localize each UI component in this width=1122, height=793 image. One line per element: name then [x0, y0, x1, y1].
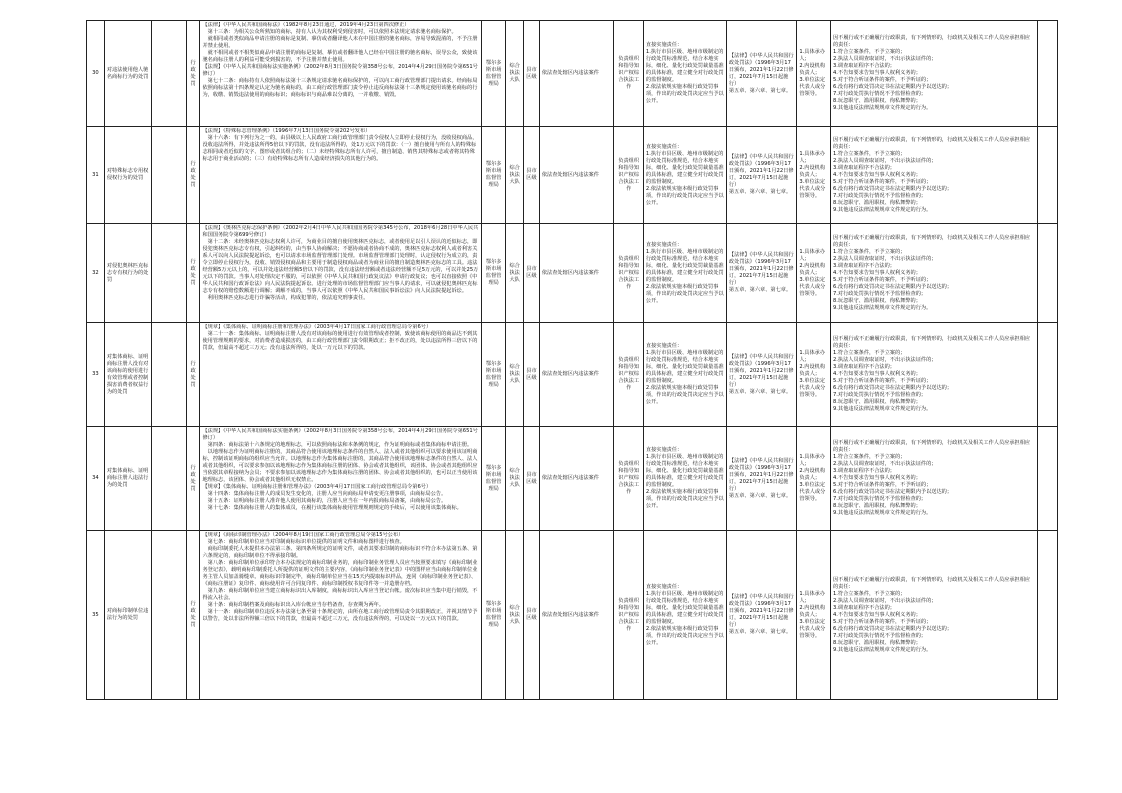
implementing-dept: 综合执法大队	[506, 323, 524, 427]
direct-responsibility: 直接实施责任： 1.执行市县区级、地州市级制定的行政处罚标准规范，结合本地实际，细化、量化行政处罚裁量基准的具体标准，建立健全对行政处罚的监督制度。 2.依法依规实施本级行政处罚事项，作出的行政处罚决定应当予以公开。	[643, 427, 726, 531]
direct-responsibility: 直接实施责任： 1.执行市县区级、地州市级制定的行政处罚标准规范，结合本地实际，细化、量化行政处罚裁量基准的具体标准，建立健全对行政处罚的监督制度。 2.依法依规实施本级行政处罚事项，作出的行政处罚决定应当予以公开。	[643, 21, 726, 127]
item-name: 对集体商标、证明商标注册人没有对该商标的使用进行有效管理或者控制损害消费者权益行为的处罚	[104, 323, 151, 427]
supervision-duty: 负责组织和指导知识产权综合执法工作	[614, 323, 643, 427]
direct-responsibility: 直接实施责任： 1.执行市县区级、地州市级制定的行政处罚标准规范，结合本地实际，细化、量化行政处罚裁量基准的具体标准，建立健全对行政处罚的监督制度。 2.依法依规实施本级行政处罚事项，作出的行政处罚决定应当予以公开。	[643, 323, 726, 427]
direct-responsibility: 直接实施责任： 1.执行市县区级、地州市级制定的行政处罚标准规范，结合本地实际，细化、量化行政处罚裁量基准的具体标准，建立健全对行政处罚的监督制度。 2.依法依规实施本级行政处罚事项，作出的行政处罚决定应当予以公开。	[643, 224, 726, 323]
implementing-dept: 综合执法大队	[506, 531, 524, 700]
blank-cell	[1037, 531, 1057, 700]
blank-cell	[152, 127, 187, 224]
table-row	[87, 127, 1058, 224]
row-number: 33	[87, 323, 105, 427]
legal-basis-text: 【法律】《中华人民共和国商标法》（1982年8月23日通过，2019年4月23日第四次修正） 第十三条：为相关公众所熟知的商标，持有人认为其权利受到侵害时，可以依照本法规定请求驰名商标保护。 就相同或者类似商品申请注册的商标是复制、摹仿或者翻译他人未在中国注册的驰名商标，容易导致混淆的，不予注册并禁止使用。 就不相同或者不相类似商品申请注册的商标是复制、摹仿或者翻译他人已经在中国注册的驰名商标，误导公众，致使该驰名商标注册人的利益可能受到损害的，不予注册并禁止使用。 【法规】《中华人民共和国商标法实施条例》（2002年8月3日国务院令第358号公布，2014年4月29日国务院令第651号修订） 第七十二条：商标持有人依照商标法第十三条规定请求驰名商标保护的，可以向工商行政管理部门提出请求。经商标局依照商标法第十四条规定认定为驰名商标的，由工商行政管理部门责令停止违反商标法第十三条规定使用该驰名商标的行为，收缴、销毁违法使用的商标标识；商标标识与商品难以分离的，一并收缴、销毁。	[202, 22, 478, 98]
implementing-dept: 综合执法大队	[506, 21, 524, 127]
accountability-situations: 因不履行或不正确履行行政职责，有下列情形的，行政机关及相关工作人员应承担相应的责任： 1.符合立案条件，不予立案的； 2.执法人员调查取证时，不出示执法证件的； 3.调查取证程序不合法的； 4.不告知要求告知当事人权利义务的； 5.对于符合听证条件的案件，不予听证的； 6.没有将行政处罚决定书在法定期限内予以送达的； 7.对行政处罚执行情况不予监督检查的； 8.玩忽职守、滥用职权、徇私舞弊的； 9.其他违反法律法规规章文件规定的行为。	[830, 21, 1037, 127]
implementation-requirement: 依法查处辖区内违法案件	[539, 224, 614, 323]
admin-level: 县市区级	[524, 21, 540, 127]
responsibility-basis: 【法律】《中华人民共和国行政处罚法》（1996年3月17日颁布，2021年1月22日修订，2021年7月15日起施行） 第五章、第六章、第七章。	[726, 427, 796, 531]
item-name: 对商标印制单位违法行为的处罚	[104, 531, 151, 700]
blank-cell	[1037, 127, 1057, 224]
accountability-situations: 因不履行或不正确履行行政职责，有下列情形的，行政机关及相关工作人员应承担相应的责任： 1.符合立案条件，不予立案的； 2.执法人员调查取证时，不出示执法证件的； 3.调查取证程序不合法的； 4.不告知要求告知当事人权利义务的； 5.对于符合听证条件的案件，不予听证的； 6.没有将行政处罚决定书在法定期限内予以送达的； 7.对行政处罚执行情况不予监督检查的； 8.玩忽职守、滥用职权、徇私舞弊的； 9.其他违反法律法规规章文件规定的行为。	[830, 127, 1037, 224]
legal-basis	[200, 127, 482, 224]
supervision-duty: 负责组织和指导知识产权综合执法工作	[614, 127, 643, 224]
item-category: 行政处罚	[186, 21, 200, 127]
legal-basis-text: 【法规】《特殊标志管理条例》（1996年7月13日国务院令第202号发布） 第十六条：有下列行为之一的，由县级以上人民政府工商行政管理部门责令侵权人立即停止侵权行为，没收侵权商品，没收违法所得，并处违法所得5倍以下的罚款，没有违法所得的，处1万元以下的罚款：（一）擅自使用与所有人的特殊标志相同或者近似的文字、图形或者其组合的；（二）未经特殊标志所有人许可，擅自制造、销售其特殊标志或者将其特殊标志用于商业活动的；（三）有给特殊标志所有人造成经济损失的其他行为的。	[202, 128, 478, 162]
responsible-subject: 1.具体承办人； 2.内设机构负责人； 3.单位法定代表人或分管领导。	[797, 531, 831, 700]
table-row	[87, 323, 1058, 427]
implementation-requirement: 依法查处辖区内违法案件	[539, 427, 614, 531]
implementation-requirement: 依法查处辖区内违法案件	[539, 531, 614, 700]
item-category: 行政处罚	[186, 427, 200, 531]
item-category: 行政处罚	[186, 531, 200, 700]
implementation-requirement: 依法查处辖区内违法案件	[539, 323, 614, 427]
responsibility-basis: 【法律】《中华人民共和国行政处罚法》（1996年3月17日颁布，2021年1月22日修订，2021年7月15日起施行） 第五章、第六章、第七章。	[726, 323, 796, 427]
implementation-requirement: 依法查处辖区内违法案件	[539, 127, 614, 224]
implementing-dept: 综合执法大队	[506, 224, 524, 323]
supervision-duty: 负责组织和指导知识产权综合执法工作	[614, 531, 643, 700]
accountability-situations: 因不履行或不正确履行行政职责，有下列情形的，行政机关及相关工作人员应承担相应的责任： 1.符合立案条件，不予立案的； 2.执法人员调查取证时，不出示执法证件的； 3.调查取证程序不合法的； 4.不告知要求告知当事人权利义务的； 5.对于符合听证条件的案件，不予听证的； 6.没有将行政处罚决定书在法定期限内予以送达的； 7.对行政处罚执行情况不予监督检查的； 8.玩忽职守、滥用职权、徇私舞弊的； 9.其他违反法律法规规章文件规定的行为。	[830, 224, 1037, 323]
legal-basis	[200, 531, 482, 700]
legal-basis	[200, 21, 482, 127]
responsible-subject: 1.具体承办人； 2.内设机构负责人； 3.单位法定代表人或分管领导。	[797, 21, 831, 127]
admin-level: 县市区级	[524, 531, 540, 700]
implementing-org: 鄂尔多斯市场监督管理局	[482, 127, 506, 224]
table-row	[87, 21, 1058, 127]
implementing-org: 鄂尔多斯市场监督管理局	[482, 427, 506, 531]
implementing-org: 鄂尔多斯市场监督管理局	[482, 323, 506, 427]
responsible-subject: 1.具体承办人； 2.内设机构负责人； 3.单位法定代表人或分管领导。	[797, 127, 831, 224]
item-name: 对集体商标、证明商标注册人违法行为的处罚	[104, 427, 151, 531]
legal-basis-text: 【法规】《中华人民共和国商标法实施条例》（2002年8月3日国务院令第358号公布，2014年4月29日国务院令第651号修订） 第四条：商标法第十六条规定的地理标志，可以依照商标法和本条例的规定，作为证明商标或者集体商标申请注册。 以地理标志作为证明商标注册的，其商品符合使用该地理标志条件的自然人、法人或者其他组织可以要求使用该证明商标，控制该证明商标的组织应当允许。以地理标志作为集体商标注册的，其商品符合使用该地理标志条件的自然人、法人或者其他组织，可以要求参加以该地理标志作为集体商标注册的团体、协会或者其他组织，该团体、协会或者其他组织应当依据其章程接纳为会员；不要求参加以该地理标志作为集体商标注册的团体、协会或者其他组织的，也可以正当使用该地理标志，该团体、协会或者其他组织无权禁止。 【规章】《集体商标、证明商标注册和管理办法》（2003年4月17日国家工商行政管理总局令第6号） 第十四条：集体商标注册人的成员发生变化的，注册人应当向商标局申请变更注册事项，由商标局公告。 第十五条：证明商标注册人准许他人使用其商标的，注册人应当在一年内报商标局备案，由商标局公告。 第十七条：集体商标注册人的集体成员，在履行该集体商标使用管理规则规定的手续后，可以使用该集体商标。	[202, 428, 478, 511]
supervision-duty: 负责组织和指导知识产权综合执法工作	[614, 224, 643, 323]
direct-responsibility: 直接实施责任： 1.执行市县区级、地州市级制定的行政处罚标准规范，结合本地实际，细化、量化行政处罚裁量基准的具体标准，建立健全对行政处罚的监督制度。 2.依法依规实施本级行政处罚事项，作出的行政处罚决定应当予以公开。	[643, 531, 726, 700]
row-number: 32	[87, 224, 105, 323]
row-number: 31	[87, 127, 105, 224]
legal-basis	[200, 224, 482, 323]
responsible-subject: 1.具体承办人； 2.内设机构负责人； 3.单位法定代表人或分管领导。	[797, 323, 831, 427]
item-category: 行政处罚	[186, 323, 200, 427]
responsibility-basis: 【法律】《中华人民共和国行政处罚法》（1996年3月17日颁布，2021年1月22日修订，2021年7月15日起施行） 第五章、第六章、第七章。	[726, 127, 796, 224]
item-category: 行政处罚	[186, 224, 200, 323]
item-category: 行政处罚	[186, 127, 200, 224]
table-row	[87, 224, 1058, 323]
admin-level: 县市区级	[524, 224, 540, 323]
supervision-duty: 负责组织和指导知识产权综合执法工作	[614, 427, 643, 531]
accountability-situations: 因不履行或不正确履行行政职责，有下列情形的，行政机关及相关工作人员应承担相应的责任： 1.符合立案条件，不予立案的； 2.执法人员调查取证时，不出示执法证件的； 3.调查取证程序不合法的； 4.不告知要求告知当事人权利义务的； 5.对于符合听证条件的案件，不予听证的； 6.没有将行政处罚决定书在法定期限内予以送达的； 7.对行政处罚执行情况不予监督检查的； 8.玩忽职守、滥用职权、徇私舞弊的； 9.其他违反法律法规规章文件规定的行为。	[830, 427, 1037, 531]
admin-level: 县市区级	[524, 323, 540, 427]
implementing-dept: 综合执法大队	[506, 427, 524, 531]
implementing-org: 鄂尔多斯市场监督管理局	[482, 531, 506, 700]
blank-cell	[152, 21, 187, 127]
direct-responsibility: 直接实施责任： 1.执行市县区级、地州市级制定的行政处罚标准规范，结合本地实际，细化、量化行政处罚裁量基准的具体标准，建立健全对行政处罚的监督制度。 2.依法依规实施本级行政处罚事项，作出的行政处罚决定应当予以公开。	[643, 127, 726, 224]
legal-basis	[200, 427, 482, 531]
table-row	[87, 427, 1058, 531]
row-number: 34	[87, 427, 105, 531]
implementing-dept: 综合执法大队	[506, 127, 524, 224]
admin-level: 县市区级	[524, 427, 540, 531]
row-number: 35	[87, 531, 105, 700]
legal-basis	[200, 323, 482, 427]
implementing-org: 鄂尔多斯市场监督管理局	[482, 21, 506, 127]
responsibility-basis: 【法律】《中华人民共和国行政处罚法》（1996年3月17日颁布，2021年1月22日修订，2021年7月15日起施行） 第五章、第六章、第七章。	[726, 21, 796, 127]
legal-basis-text: 【规章】《商标印制管理办法》（2004年8月19日国家工商行政管理总局令第15号公布） 第七条：商标印制单位应当对印制商标标识单位提供的证明文件和商标图样进行核查。 商标印制委托人未提供本办法第三条、第四条所规定的证明文件，或者其要求印制的商标标识不符合本办法第五条、第六条规定的，商标印制单位不得承接印制。 第八条：商标印制单位承印符合本办法规定的商标印制业务的，商标印制业务管理人员应当按照要求填写《商标印制业务登记表》，载明商标印制委托人所提供的证明文件的主要内容，《商标印制业务登记表》中的图样应当由商标印制单位业务主管人员加盖骑缝章。商标标识印制完毕，商标印制单位应当在15天内提取标识样品，连同《商标印制业务登记表》、《商标注册证》复印件、商标使用许可合同复印件、商标印制授权书复印件等一并造册存档。 第九条：商标印制单位应当建立商标标识出入库制度，商标标识出入库应当登记台帐。废次标识应当集中进行销毁，不得流入社会。 第十条：商标印制档案及商标标识出入库台帐应当存档备查，存查期为两年。 第十一条：商标印制单位违反本办法第七条至第十条规定的，由所在地工商行政管理局责令其限期改正，并视其情节予以警告，处以非法所得额三倍以下的罚款，但最高不超过三万元，没有违法所得的，可以处以一万元以下的罚款。	[202, 532, 478, 622]
item-name: 对违法使用他人驰名商标行为的处罚	[104, 21, 151, 127]
blank-cell	[1037, 427, 1057, 531]
blank-cell	[1037, 323, 1057, 427]
blank-cell	[152, 427, 187, 531]
blank-cell	[1037, 224, 1057, 323]
legal-basis-text: 【规章】《集体商标、证明商标注册和管理办法》（2003年4月17日国家工商行政管理总局令第6号） 第二十一条：集体商标、证明商标注册人没有对该商标的使用进行有效管理或者控制，致使该商标使用的商品达不到其使用管理规则的要求，对消费者造成损害的，由工商行政管理部门责令限期改正；拒不改正的，处以违法所得三倍以下的罚款，但最高不超过三万元；没有违法所得的，处以一万元以下的罚款。	[202, 324, 478, 351]
implementation-requirement: 依法查处辖区内违法案件	[539, 21, 614, 127]
responsibility-table	[86, 20, 1058, 700]
blank-cell	[152, 323, 187, 427]
responsibility-basis: 【法律】《中华人民共和国行政处罚法》（1996年3月17日颁布，2021年1月22日修订，2021年7月15日起施行） 第五章、第六章、第七章。	[726, 224, 796, 323]
blank-cell	[152, 531, 187, 700]
accountability-situations: 因不履行或不正确履行行政职责，有下列情形的，行政机关及相关工作人员应承担相应的责任： 1.符合立案条件，不予立案的； 2.执法人员调查取证时，不出示执法证件的； 3.调查取证程序不合法的； 4.不告知要求告知当事人权利义务的； 5.对于符合听证条件的案件，不予听证的； 6.没有将行政处罚决定书在法定期限内予以送达的； 7.对行政处罚执行情况不予监督检查的； 8.玩忽职守、滥用职权、徇私舞弊的； 9.其他违反法律法规规章文件规定的行为。	[830, 531, 1037, 700]
accountability-situations: 因不履行或不正确履行行政职责，有下列情形的，行政机关及相关工作人员应承担相应的责任： 1.符合立案条件，不予立案的； 2.执法人员调查取证时，不出示执法证件的； 3.调查取证程序不合法的； 4.不告知要求告知当事人权利义务的； 5.对于符合听证条件的案件，不予听证的； 6.没有将行政处罚决定书在法定期限内予以送达的； 7.对行政处罚执行情况不予监督检查的； 8.玩忽职守、滥用职权、徇私舞弊的； 9.其他违反法律法规规章文件规定的行为。	[830, 323, 1037, 427]
implementing-org: 鄂尔多斯市场监督管理局	[482, 224, 506, 323]
legal-basis-text: 【法规】《奥林匹克标志保护条例》（2002年2月4日中华人民共和国国务院令第345号公布，2018年6月28日中华人民共和国国务院令第699号修订） 第十二条：未经奥林匹克标志权利人许可，为商业目的擅自使用奥林匹克标志，或者使用足以引人误认的近似标志，即侵犯奥林匹克标志专有权，引起纠纷的，由当事人协商解决；不愿协商或者协商不成的，奥林匹克标志权利人或者利害关系人可以向人民法院提起诉讼，也可以请求市场监督管理部门处理。市场监督管理部门处理时，认定侵权行为成立的，责令立即停止侵权行为，没收、销毁侵权商品和主要用于制造侵权商品或者为商业目的擅自制造奥林匹克标志的工具。违法经营额5万元以上的，可以并处违法经营额5倍以下的罚款，没有违法经营额或者违法经营额不足5万元的，可以并处25万元以下的罚款。当事人对处理决定不服的，可以依照《中华人民共和国行政复议法》申请行政复议；也可以直接依照《中华人民共和国行政诉讼法》向人民法院提起诉讼。进行处理的市场监督管理部门应当事人的请求，可以就侵犯奥林匹克标志专有权的赔偿数额进行调解；调解不成的，当事人可以依照《中华人民共和国民事诉讼法》向人民法院提起诉讼。 利用奥林匹克标志进行诈骗等活动，构成犯罪的，依法追究刑事责任。	[202, 225, 479, 301]
blank-cell	[1037, 21, 1057, 127]
item-name: 对侵犯奥林匹克标志专有权行为的处罚	[104, 224, 151, 323]
item-name: 对特殊标志专用权侵权行为的处罚	[104, 127, 151, 224]
responsibility-basis: 【法律】《中华人民共和国行政处罚法》（1996年3月17日颁布，2021年1月22日修订，2021年7月15日起施行） 第五章、第六章、第七章。	[726, 531, 796, 700]
responsible-subject: 1.具体承办人； 2.内设机构负责人； 3.单位法定代表人或分管领导。	[797, 427, 831, 531]
row-number: 30	[87, 21, 105, 127]
supervision-duty: 负责组织和指导知识产权综合执法工作	[614, 21, 643, 127]
responsible-subject: 1.具体承办人； 2.内设机构负责人； 3.单位法定代表人或分管领导。	[797, 224, 831, 323]
table-row	[87, 531, 1058, 700]
blank-cell	[152, 224, 187, 323]
admin-level: 县市区级	[524, 127, 540, 224]
